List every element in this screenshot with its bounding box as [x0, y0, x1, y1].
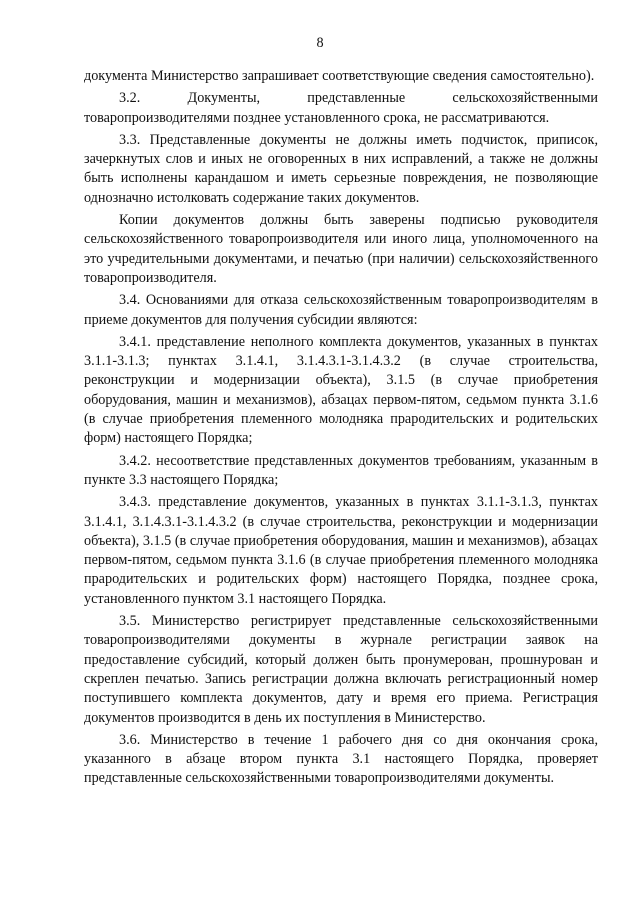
- paragraph-3-6: 3.6. Министерство в течение 1 рабочего дня со дня окончания срока, указанного в абзаце втором пункта 3.1 настоящего Порядка, проверяет представленные сельскохозяйственными товаропроизводителями документы.: [84, 731, 598, 787]
- paragraph-copies: Копии документов должны быть заверены подписью руководителя сельскохозяйственного товаропроизводителя или иного лица, уполномоченного на это учредительными документами, и печатью (при наличии) сельскохозяйственного товаропроизводителя.: [84, 212, 598, 286]
- paragraph-3-3: 3.3. Представленные документы не должны иметь подчисток, приписок, зачеркнутых слов и иных не оговоренных в них исправлений, а также не должны быть исполнены карандашом и иметь серьезные повреждения, не позволяющие однозначно истолковать содержание таких документов.: [84, 131, 598, 206]
- paragraph-3-4-2: 3.4.2. несоответствие представленных документов требованиям, указанным в пункте 3.3 настоящего Порядка;: [84, 452, 598, 488]
- document-body: [84, 67, 598, 792]
- page-number: 8: [316, 35, 324, 51]
- paragraph-3-2: 3.2. Документы, представленные сельскохозяйственными товаропроизводителями позднее установленного срока, не рассматриваются.: [84, 90, 598, 126]
- paragraph-3-5: 3.5. Министерство регистрирует представленные сельскохозяйственными товаропроизводителями документы в журнале регистрации заявок на предоставление субсидий, который должен быть пронумерован, прошнурован и скреплен печатью. Запись регистрации должна включать регистрационный номер поступившего комплекта документов, дату и время его приема. Регистрация документов производится в день их поступления в Министерство.: [84, 613, 598, 726]
- paragraph-3-4-1: 3.4.1. представление неполного комплекта документов, указанных в пунктах 3.1.1-3.1.3; пунктах 3.1.4.1, 3.1.4.3.1-3.1.4.3.2 (в случае строительства, реконструкции и модернизации объекта), 3.1.5 (в случае приобретения оборудования, машин и механизмов), абзацах первом-пятом, седьмом пункта 3.1.6 (в случае приобретения племенного молодняка прародительских и родительских форм) настоящего Порядка;: [84, 333, 598, 447]
- paragraph-continuation: документа Министерство запрашивает соответствующие сведения самостоятельно).: [84, 68, 595, 84]
- paragraph-3-4-3: 3.4.3. представление документов, указанных в пунктах 3.1.1-3.1.3, пунктах 3.1.4.1, 3.1.4.3.1-3.1.4.3.2 (в случае строительства, реконструкции и модернизации объекта), 3.1.5 (в случае приобретения оборудования, машин и механизмов), абзацах первом-пятом, седьмом пункта 3.1.6 (в случае приобретения племенного молодняка прародительских и родительских форм) настоящего Порядка, позднее срока, установленного пунктом 3.1 настоящего Порядка.: [84, 494, 598, 607]
- paragraph-3-4: 3.4. Основаниями для отказа сельскохозяйственным товаропроизводителям в приеме документов для получения субсидии являются:: [84, 292, 598, 328]
